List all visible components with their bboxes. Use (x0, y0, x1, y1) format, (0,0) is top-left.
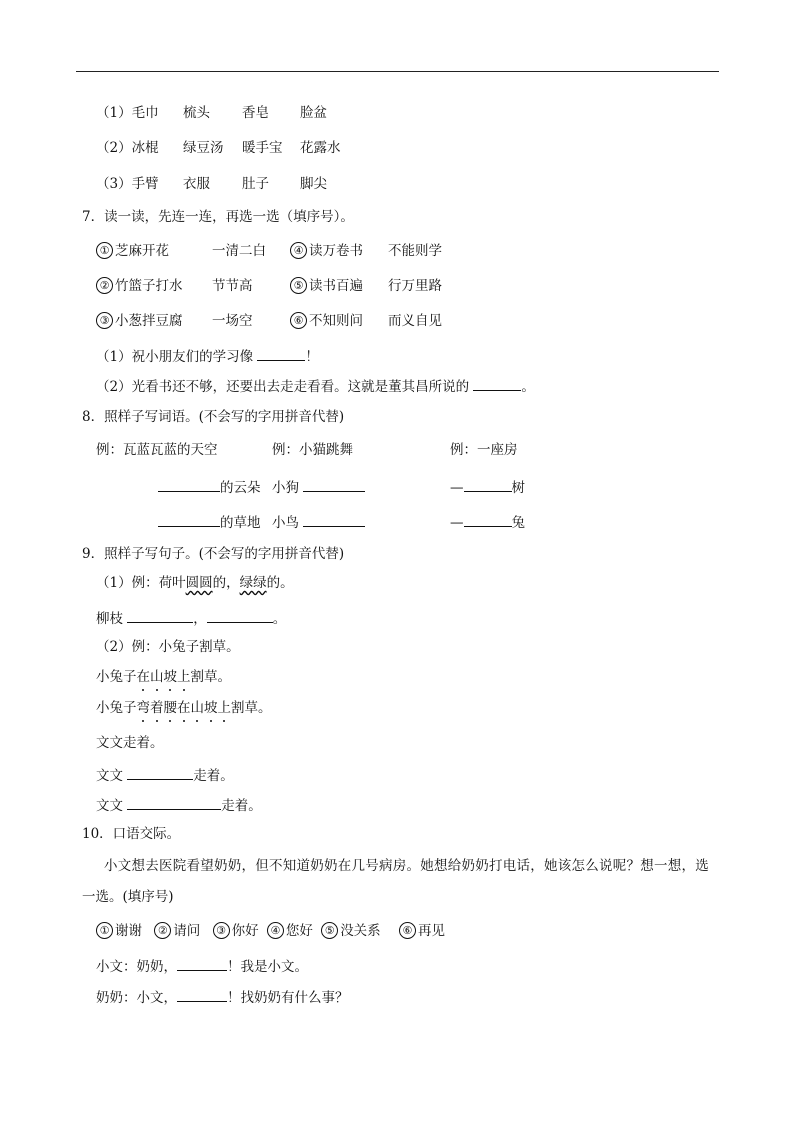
option-text: 再见 (417, 923, 445, 939)
circled-number: ① (96, 922, 113, 939)
sentence-text: 割草。 (231, 700, 272, 716)
q9-title: 9．照样子写句子。(不会写的字用拼音代替) (82, 546, 345, 562)
dotted-phrase (137, 669, 191, 685)
phrase-text: 兔 (511, 515, 525, 531)
circled-number: ⑤ (321, 922, 338, 939)
row-prefix: （2） (96, 140, 132, 156)
answer-blank[interactable] (177, 956, 227, 971)
item-text: 不知则问 (309, 313, 363, 329)
answer-blank[interactable] (177, 987, 227, 1002)
q8-row2-col1 (158, 512, 261, 532)
circled-number: ② (96, 277, 113, 294)
q10-paragraph-line-1: 小文想去医院看望奶奶，但不知道奶奶在几号病房。她想给奶奶打电话，她该怎么说呢？想一想，选 (104, 858, 709, 874)
circled-number: ④ (267, 922, 284, 939)
option-text: 没关系 (340, 923, 381, 939)
q9-wenwen-1 (96, 765, 234, 785)
word: 手臂 (131, 176, 159, 192)
circled-number: ④ (290, 242, 307, 259)
phrase-text: 的草地 (220, 515, 261, 531)
sentence-text: 走着。 (193, 768, 234, 784)
q6-row-2 (96, 139, 159, 157)
option (321, 923, 381, 939)
word: 冰棍 (131, 140, 159, 156)
q7-item-2 (96, 277, 183, 295)
option-text: 谢谢 (115, 923, 142, 939)
option (213, 923, 259, 939)
dotted-char: 上 (217, 700, 231, 716)
item-text: 小葱拌豆腐 (115, 313, 183, 329)
dotted-char: 在 (177, 700, 191, 716)
phrase-text: — (450, 480, 464, 496)
circled-number: ⑤ (290, 277, 307, 294)
item-text: 芝麻开花 (115, 243, 169, 259)
word: 衣服 (183, 176, 210, 192)
sentence-text: 走着。 (221, 798, 262, 814)
phrase-text: 小狗 (272, 480, 299, 496)
q10-dialogue-1 (96, 956, 308, 976)
sentence-text: 。 (521, 379, 535, 395)
q7-item-4 (290, 242, 363, 260)
q7-match-3: 一场空 (212, 313, 253, 329)
dotted-char: 弯 (136, 700, 150, 716)
word: 肚子 (242, 176, 269, 192)
dialogue-text: 奶奶：小文， (96, 990, 177, 1006)
sentence-text: （2）光看书还不够，还要出去走走看看。这就是董其昌所说的 (96, 379, 470, 395)
word: 毛巾 (131, 105, 159, 121)
sentence-text: （1）祝小朋友们的学习像 (96, 349, 254, 365)
dotted-text (137, 700, 232, 716)
q10-options (96, 922, 445, 940)
dotted-char: 腰 (163, 700, 177, 716)
answer-blank[interactable] (207, 608, 273, 623)
dotted-char: 山 (150, 669, 164, 685)
dotted-char: 坡 (204, 700, 218, 716)
q8-row2-col3 (450, 512, 525, 532)
q7-item-3 (96, 312, 183, 330)
sentence-text: 的。 (266, 575, 294, 591)
q8-example-3: 例：一座房 (450, 442, 518, 458)
option (96, 923, 142, 939)
sentence-text: 小兔子 (96, 669, 137, 685)
circled-number: ⑥ (399, 922, 416, 939)
sentence-text: 的， (212, 575, 240, 591)
item-text: 读万卷书 (309, 243, 363, 259)
q7-match-2: 节节高 (212, 278, 253, 294)
q9-expand-1 (96, 668, 231, 686)
q9-example-2: （2）例：小兔子割草。 (96, 639, 240, 655)
phrase-text: — (450, 515, 464, 531)
sentence-text: 文文 (96, 798, 123, 814)
sentence-text: ！ (305, 349, 319, 365)
word: 花露水 (300, 140, 341, 156)
circled-number: ③ (96, 312, 113, 329)
dialogue-text: ！我是小文。 (227, 959, 308, 975)
q9-expand-2 (96, 699, 272, 717)
answer-blank[interactable] (303, 512, 365, 527)
row-prefix: （3） (96, 176, 132, 192)
answer-blank[interactable] (158, 512, 220, 527)
item-text: 读书百遍 (309, 278, 363, 294)
q8-row2-col2 (272, 512, 365, 532)
answer-blank[interactable] (127, 795, 221, 810)
word: 梳头 (183, 105, 210, 121)
dialogue-text: 小文：奶奶， (96, 959, 177, 975)
option-text: 请问 (173, 923, 201, 939)
q8-row1-col3 (450, 477, 525, 497)
q9-wenwen-2 (96, 795, 262, 815)
q8-example-1: 例：瓦蓝瓦蓝的天空 (96, 442, 218, 458)
dotted-char: 坡 (163, 669, 177, 685)
word: 脸盆 (300, 105, 327, 121)
phrase-text: 的云朵 (220, 480, 261, 496)
circled-number: ② (154, 922, 171, 939)
q8-row1-col2 (272, 477, 365, 497)
punctuation: ， (193, 611, 207, 627)
q10-title: 10．口语交际。 (82, 826, 181, 842)
q7-match-4: 不能则学 (388, 243, 442, 259)
word: 香皂 (242, 105, 269, 121)
q9-willow-line (96, 608, 286, 628)
q7-match-5: 行万里路 (388, 278, 442, 294)
answer-blank[interactable] (257, 346, 305, 361)
header-rule (76, 71, 719, 72)
q7-item-1 (96, 242, 169, 260)
phrase-text: 小鸟 (272, 515, 299, 531)
q6-row-1 (96, 104, 159, 122)
option (267, 923, 313, 939)
q7-sentence-1 (96, 346, 319, 366)
answer-blank[interactable] (158, 477, 220, 492)
sentence-text: （1）例：荷叶 (96, 575, 186, 591)
q8-title: 8．照样子写词语。(不会写的字用拼音代替) (82, 409, 345, 425)
word: 脚尖 (300, 176, 327, 192)
option (154, 923, 200, 939)
q7-match-1: 一清二白 (212, 243, 266, 259)
q7-item-6 (290, 312, 363, 330)
dialogue-text: ！找奶奶有什么事？ (227, 990, 349, 1006)
circled-number: ① (96, 242, 113, 259)
answer-blank[interactable] (464, 512, 512, 527)
dotted-text (137, 669, 191, 685)
q10-paragraph-line-2: 一选。(填序号) (82, 889, 174, 905)
q7-title: 7．读一读，先连一连，再选一选（填序号）。 (82, 209, 354, 225)
q7-item-5 (290, 277, 363, 295)
punctuation: 。 (272, 611, 287, 627)
q10-dialogue-2 (96, 987, 349, 1007)
sentence-text: 柳枝 (96, 611, 123, 627)
option-text: 您好 (285, 923, 313, 939)
dotted-char: 上 (177, 669, 191, 685)
circled-number: ③ (213, 922, 230, 939)
dotted-char: 在 (136, 669, 150, 685)
q8-row1-col1 (158, 477, 261, 497)
option (399, 923, 445, 939)
q7-match-6: 而义自见 (388, 313, 442, 329)
q8-example-2: 例：小猫跳舞 (272, 442, 353, 458)
word: 暖手宝 (242, 140, 283, 156)
q6-row-3 (96, 175, 159, 193)
row-prefix: （1） (96, 105, 132, 121)
sentence-text: 小兔子 (96, 700, 137, 716)
dotted-char: 山 (190, 700, 204, 716)
emphasized-word: 绿绿 (239, 575, 267, 591)
dotted-char: 着 (150, 700, 164, 716)
q7-sentence-2 (96, 376, 535, 396)
q9-sentence-wenwen: 文文走着。 (96, 735, 164, 751)
sentence-text: 割草。 (190, 669, 231, 685)
answer-blank[interactable] (303, 477, 365, 492)
dotted-phrase (137, 700, 232, 716)
word: 绿豆汤 (183, 140, 224, 156)
circled-number: ⑥ (290, 312, 307, 329)
answer-blank[interactable] (473, 376, 521, 391)
answer-blank[interactable] (464, 477, 512, 492)
phrase-text: 树 (511, 480, 525, 496)
option-text: 你好 (231, 923, 259, 939)
answer-blank[interactable] (127, 765, 193, 780)
item-text: 竹篮子打水 (115, 278, 183, 294)
sentence-text: 文文 (96, 768, 123, 784)
emphasized-word: 圆圆 (185, 575, 213, 591)
answer-blank[interactable] (127, 608, 193, 623)
q9-example-1 (96, 574, 294, 592)
